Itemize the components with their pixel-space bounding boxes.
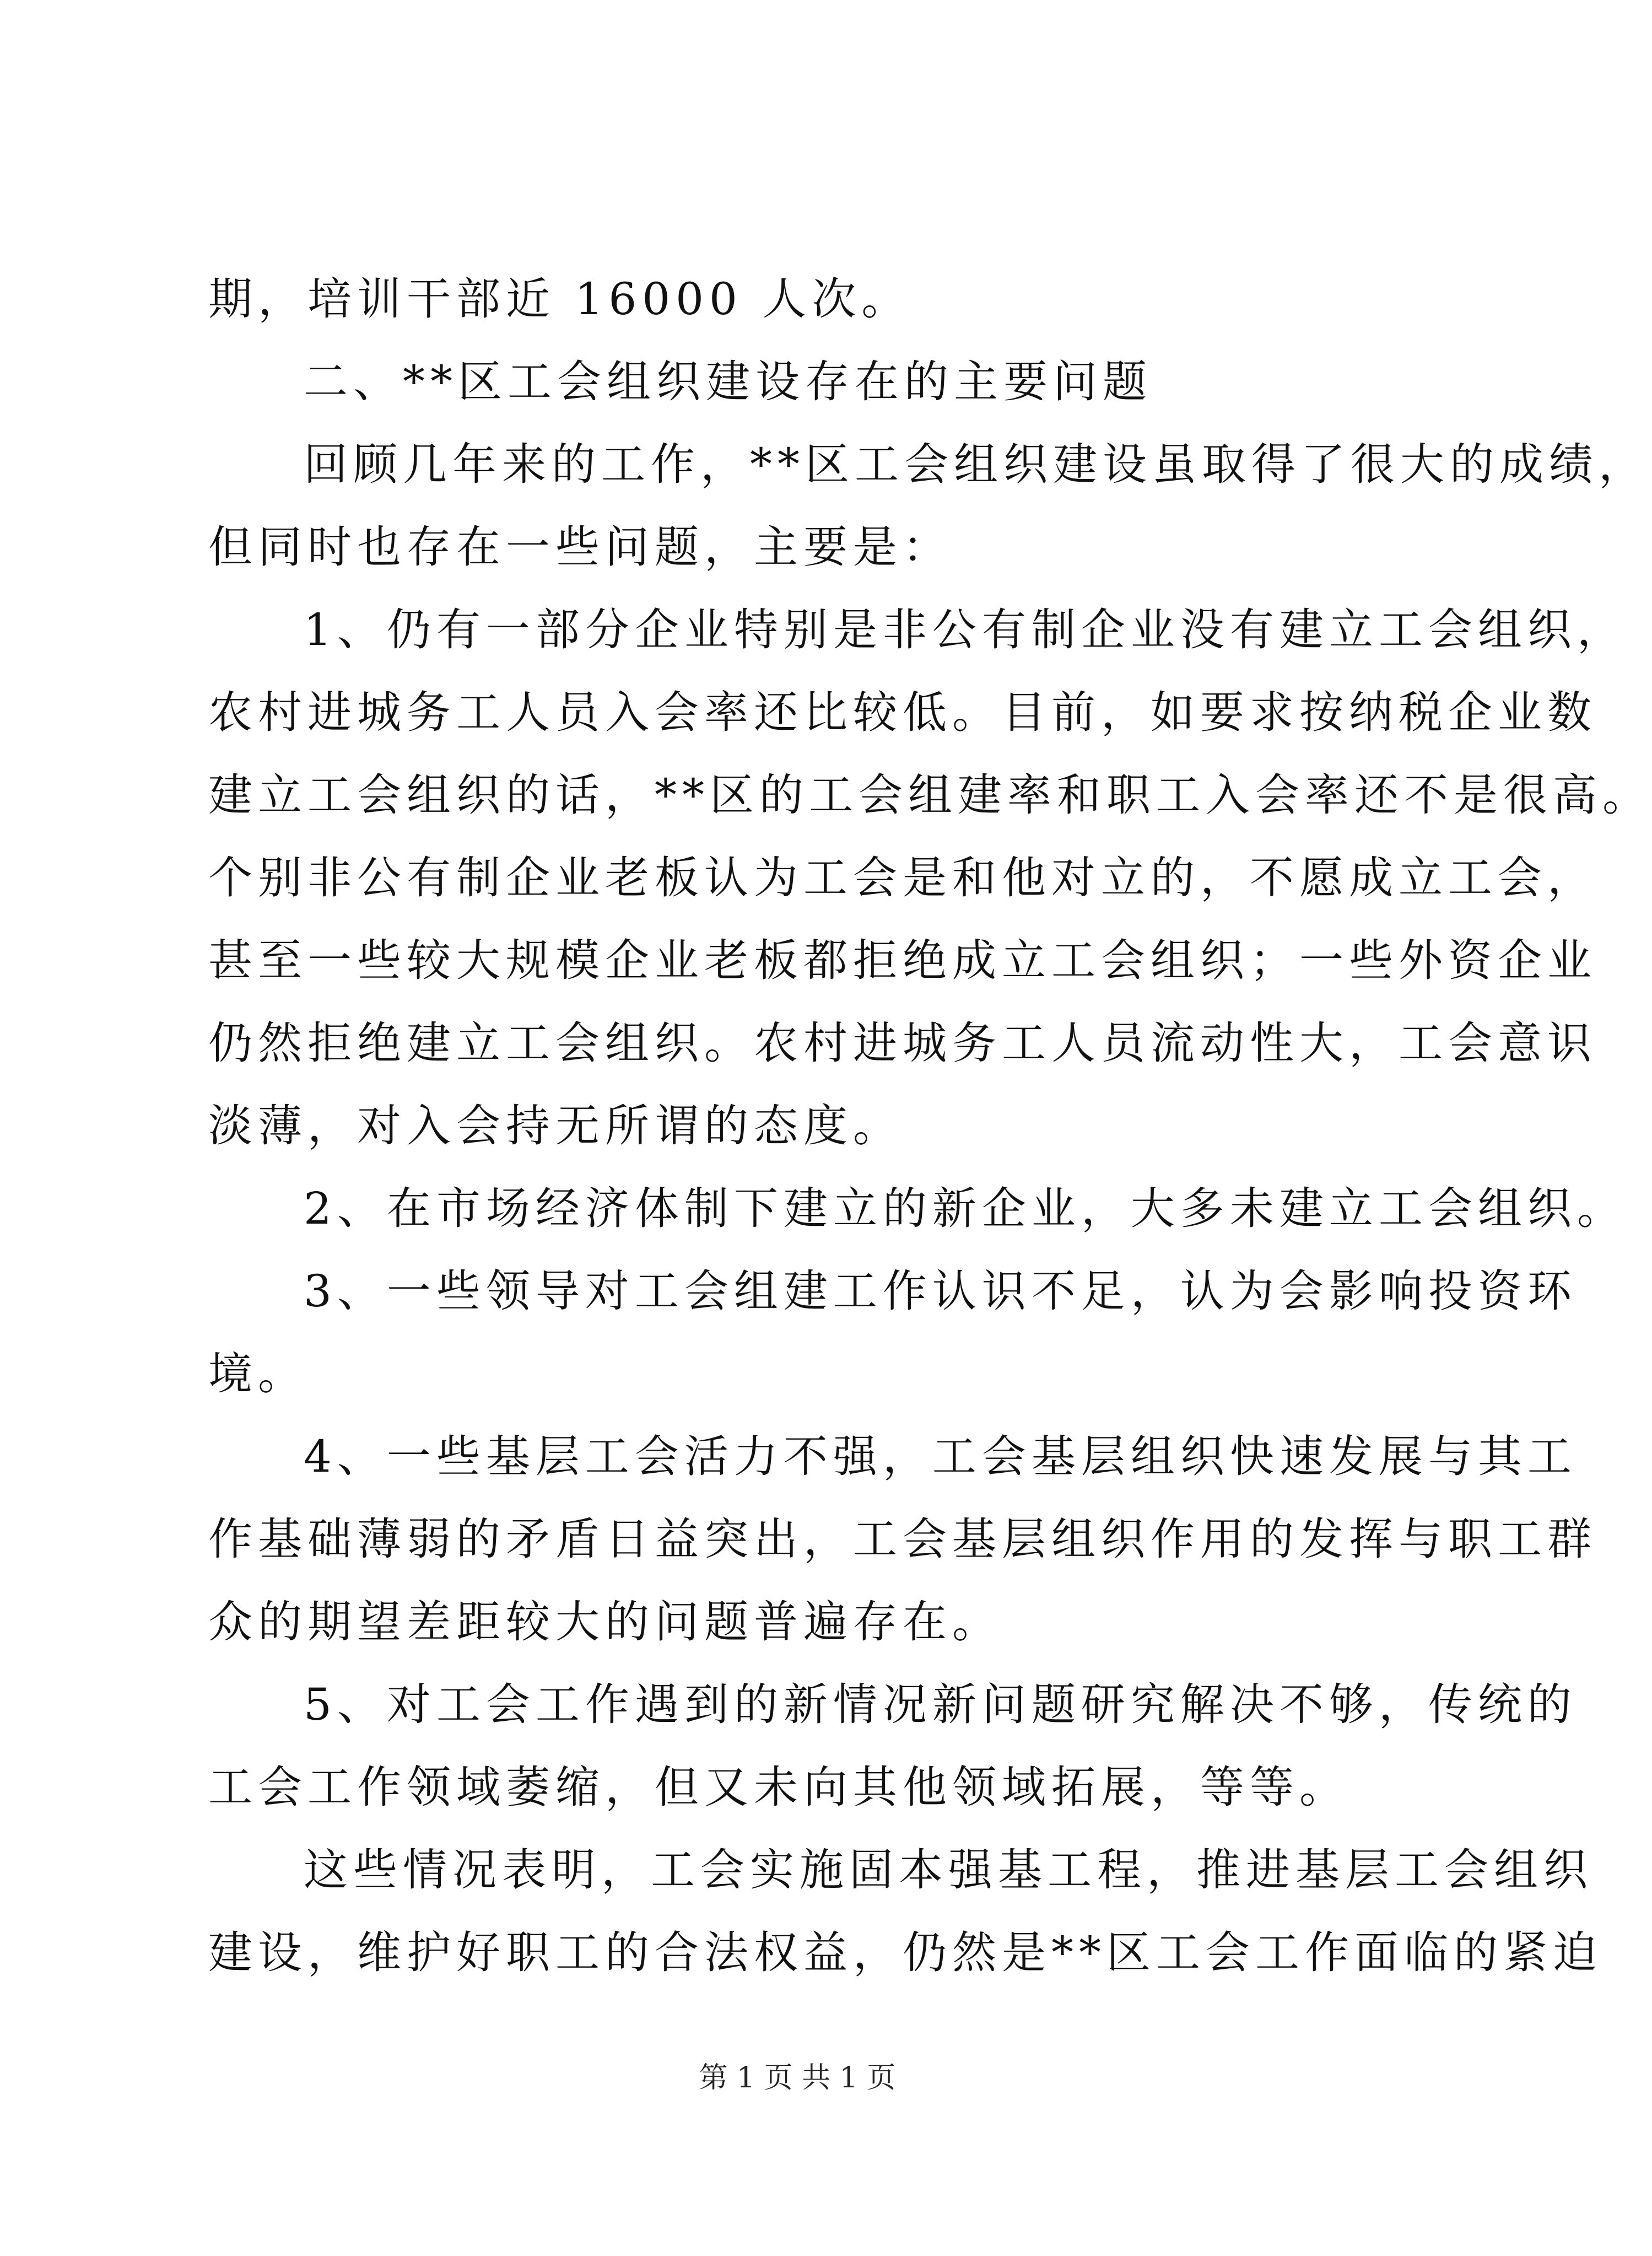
text-line: 境。 xyxy=(208,1348,307,1399)
text-line: 个别非公有制企业老板认为工会是和他对立的，不愿成立工会， xyxy=(208,852,1597,903)
text-line: 作基础薄弱的矛盾日益突出，工会基层组织作用的发挥与职工群 xyxy=(208,1514,1597,1565)
page-footer: 第 1 页 共 1 页 xyxy=(699,2061,896,2095)
text-line: 淡薄，对入会持无所谓的态度。 xyxy=(208,1100,903,1151)
text-line: 4、一些基层工会活力不强，工会基层组织快速发展与其工 xyxy=(304,1431,1577,1482)
text-line: 农村进城务工人员入会率还比较低。目前，如要求按纳税企业数 xyxy=(208,687,1597,738)
text-line: 甚至一些较大规模企业老板都拒绝成立工会组织；一些外资企业 xyxy=(208,935,1597,986)
document-body xyxy=(208,258,1652,1994)
text-line: 众的期望差距较大的问题普遍存在。 xyxy=(208,1596,1002,1647)
text-line: 工会工作领域萎缩，但又未向其他领域拓展，等等。 xyxy=(208,1762,1349,1813)
text-line: 3、一些领导对工会组建工作认识不足，认为会影响投资环 xyxy=(304,1266,1577,1317)
text-line: 这些情况表明，工会实施固本强基工程，推进基层工会组织 xyxy=(304,1844,1593,1896)
text-line: 仍然拒绝建立工会组织。农村进城务工人员流动性大，工会意识 xyxy=(208,1017,1597,1069)
text-line: 1、仍有一部分企业特别是非公有制企业没有建立工会组织， xyxy=(304,604,1627,655)
text-line: 建设，维护好职工的合法权益，仍然是**区工会工作面临的紧迫 xyxy=(208,1927,1602,1978)
text-line: 5、对工会工作遇到的新情况新问题研究解决不够，传统的 xyxy=(304,1679,1577,1730)
text-line: 2、在市场经济体制下建立的新企业，大多未建立工会组织。 xyxy=(304,1183,1627,1234)
text-line: 期，培训干部近 16000 人次。 xyxy=(208,273,911,325)
text-line: 但同时也存在一些问题，主要是： xyxy=(208,521,952,573)
text-line: 二、**区工会组织建设存在的主要问题 xyxy=(304,356,1152,407)
text-line: 回顾几年来的工作，**区工会组织建设虽取得了很大的成绩， xyxy=(304,439,1648,490)
text-line: 建立工会组织的话，**区的工会组建率和职工入会率还不是很高。 xyxy=(208,769,1652,821)
